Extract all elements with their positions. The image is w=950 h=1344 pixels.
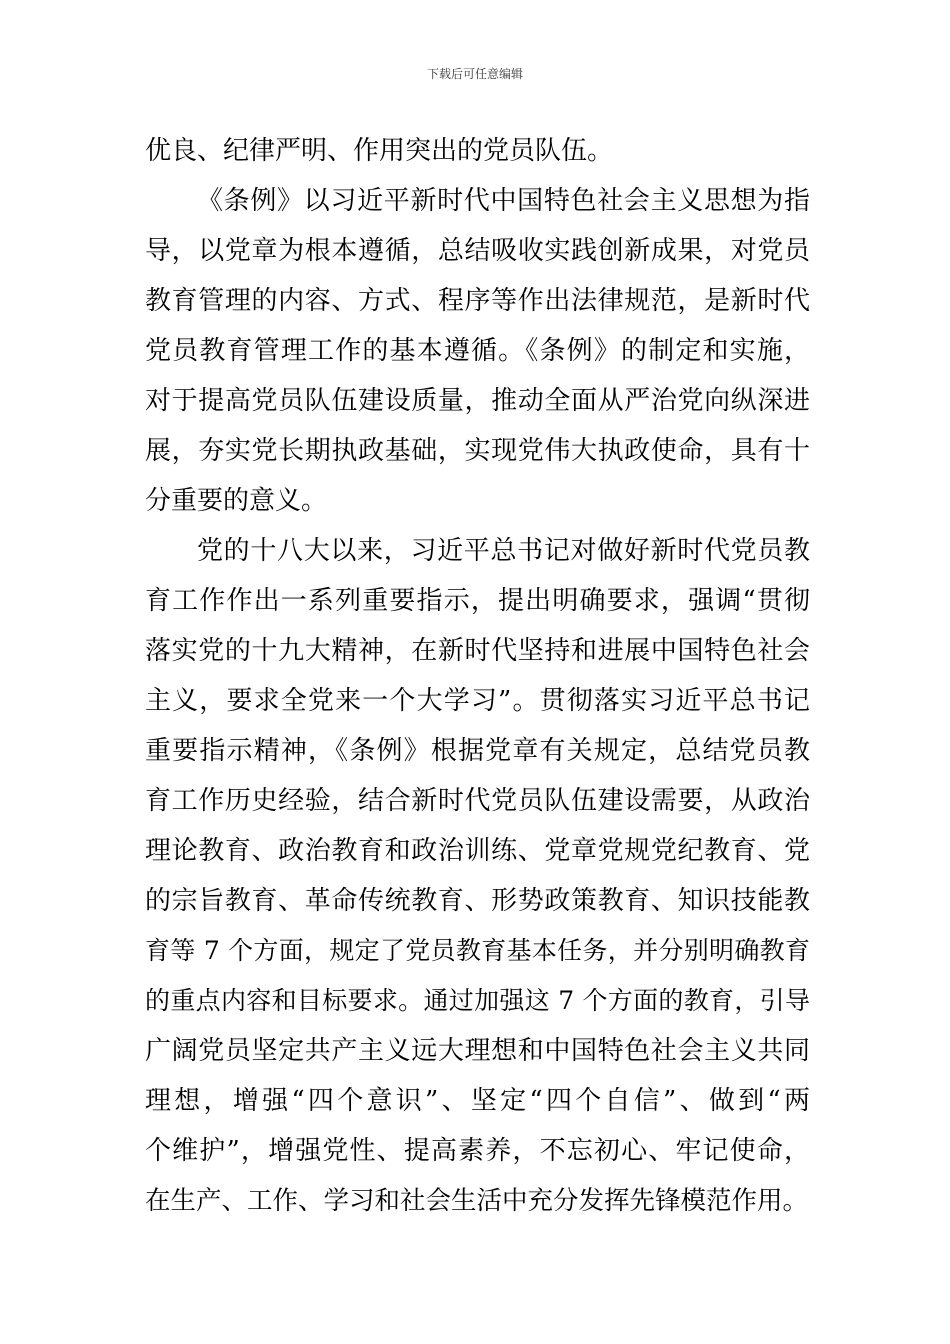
text-line: 的宗旨教育、革命传统教育、形势政策教育、知识技能教 [145,886,810,916]
text-line: 个维护”，增强党性、提高素养，不忘初心、牢记使命， [145,1136,810,1166]
text-line: 导，以党章为根本遵循，总结吸收实践创新成果，对党员 [145,236,810,266]
text-line: 的重点内容和目标要求。通过加强这 7 个方面的教育，引导 [145,986,810,1015]
text-line: 育工作作出一系列重要指示，提出明确要求，强调“贯彻 [145,586,810,616]
text-line: 对于提高党员队伍建设质量，推动全面从严治党向纵深进 [145,386,810,416]
text-line: 在生产、工作、学习和社会生活中充分发挥先锋模范作用。 [145,1186,809,1216]
paragraph-first-line: 党的十八大以来，习近平总书记对做好新时代党员教 [197,536,810,566]
paragraph-first-line: 《条例》以习近平新时代中国特色社会主义思想为指 [197,186,810,216]
text-line: 理论教育、政治教育和政治训练、党章党规党纪教育、党 [145,836,810,866]
text-line: 教育管理的内容、方式、程序等作出法律规范，是新时代 [145,286,810,316]
text-line: 理想，增强“四个意识”、坚定“四个自信”、做到“两 [145,1086,810,1116]
text-line: 展，夯实党长期执政基础，实现党伟大执政使命，具有十 [145,436,810,466]
text-line: 育工作历史经验，结合新时代党员队伍建设需要，从政治 [145,786,810,816]
text-line: 分重要的意义。 [145,486,328,516]
text-line: 重要指示精神，《条例》根据党章有关规定，总结党员教 [145,736,810,766]
page-header: 下载后可任意编辑 [426,67,523,81]
text-line: 主义，要求全党来一个大学习”。贯彻落实习近平总书记 [145,686,810,716]
text-line: 广阔党员坚定共产主义远大理想和中国特色社会主义共同 [145,1036,810,1066]
text-line: 落实党的十九大精神，在新时代坚持和进展中国特色社会 [145,636,810,666]
text-line: 党员教育管理工作的基本遵循。《条例》的制定和实施， [145,336,810,366]
text-line: 优良、纪律严明、作用突出的党员队伍。 [145,136,614,166]
document-body [145,126,810,1226]
text-line: 育等 7 个方面，规定了党员教育基本任务，并分别明确教育 [145,936,810,965]
